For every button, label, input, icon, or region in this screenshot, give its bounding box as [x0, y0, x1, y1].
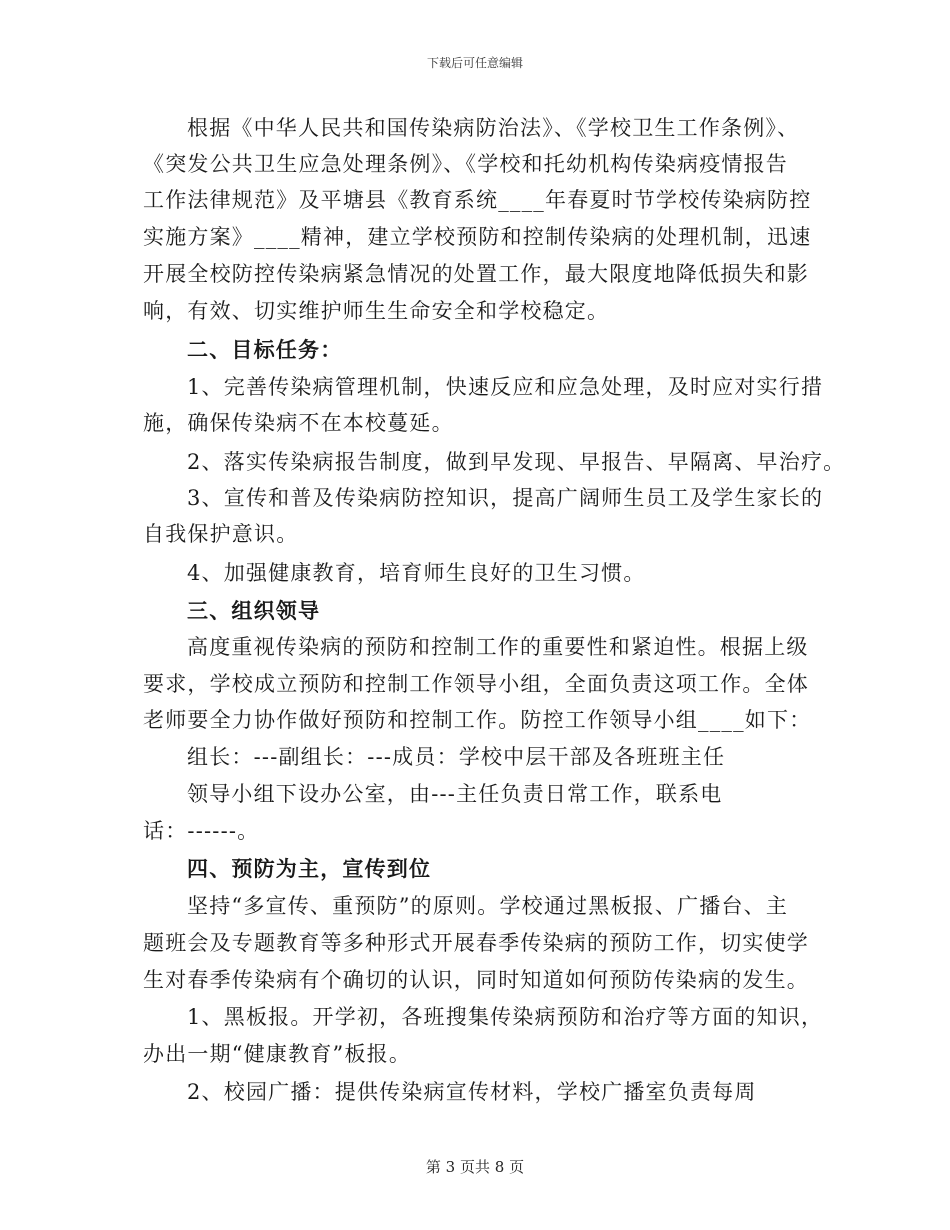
- body-line: 2、落实传染病报告制度，做到早发现、早报告、早隔离、早治疗。: [187, 450, 846, 474]
- body-line: 办出一期“健康教育”板报。: [143, 1042, 412, 1066]
- body-line: 领导小组下设办公室，由---主任负责日常工作，联系电: [187, 782, 723, 806]
- body-line: 响，有效、切实维护师生生命安全和学校稳定。: [143, 299, 610, 323]
- body-line: 组长：---副组长：---成员：学校中层干部及各班班主任: [187, 745, 726, 769]
- page-footer-note: 第 3 页共 8 页: [425, 1158, 525, 1176]
- section-heading: 四、预防为主，宣传到位: [187, 856, 432, 881]
- body-line: 施，确保传染病不在本校蔓延。: [143, 411, 454, 435]
- body-line: 1、黑板报。开学初，各班搜集传染病预防和治疗等方面的知识，: [187, 1005, 824, 1029]
- body-line: 1、完善传染病管理机制，快速反应和应急处理，及时应对实行措: [187, 375, 824, 399]
- section-heading: 三、组织领导: [187, 598, 321, 623]
- body-line: 老师要全力协作做好预防和控制工作。防控工作领导小组____如下：: [143, 708, 812, 732]
- body-line: 4、加强健康教育，培育师生良好的卫生习惯。: [187, 561, 646, 585]
- page-header-note: 下载后可任意编辑: [426, 56, 523, 70]
- body-line: 工作法律规范》及平塘县《教育系统____年春夏时节学校传染病防控: [143, 188, 812, 212]
- body-line: 要求，学校成立预防和控制工作领导小组，全面负责这项工作。全体: [143, 672, 809, 696]
- body-line: 根据《中华人民共和国传染病防治法》、《学校卫生工作条例》、: [187, 116, 800, 140]
- body-line: 生对春季传染病有个确切的认识，同时知道如何预防传染病的发生。: [143, 968, 809, 992]
- body-line: 坚持“多宣传、重预防”的原则。学校通过黑板报、广播台、主: [187, 894, 789, 918]
- body-line: 3、宣传和普及传染病防控知识，提高广阔师生员工及学生家长的: [187, 486, 824, 510]
- body-line: 高度重视传染病的预防和控制工作的重要性和紧迫性。根据上级: [187, 635, 809, 659]
- body-line: 话：------。: [143, 819, 260, 843]
- body-line: 题班会及专题教育等多种形式开展春季传染病的预防工作，切实使学: [143, 931, 809, 955]
- body-line: 2、校园广播：提供传染病宣传材料，学校广播室负责每周: [187, 1080, 757, 1104]
- body-line: 《突发公共卫生应急处理条例》、《学校和托幼机构传染病疫情报告: [143, 152, 788, 176]
- body-line: 自我保护意识。: [143, 522, 299, 546]
- body-line: 开展全校防控传染病紧急情况的处置工作，最大限度地降低损失和影: [143, 262, 809, 286]
- body-line: 实施方案》____精神，建立学校预防和控制传染病的处理机制，迅速: [143, 225, 812, 249]
- section-heading: 二、目标任务：: [187, 337, 343, 362]
